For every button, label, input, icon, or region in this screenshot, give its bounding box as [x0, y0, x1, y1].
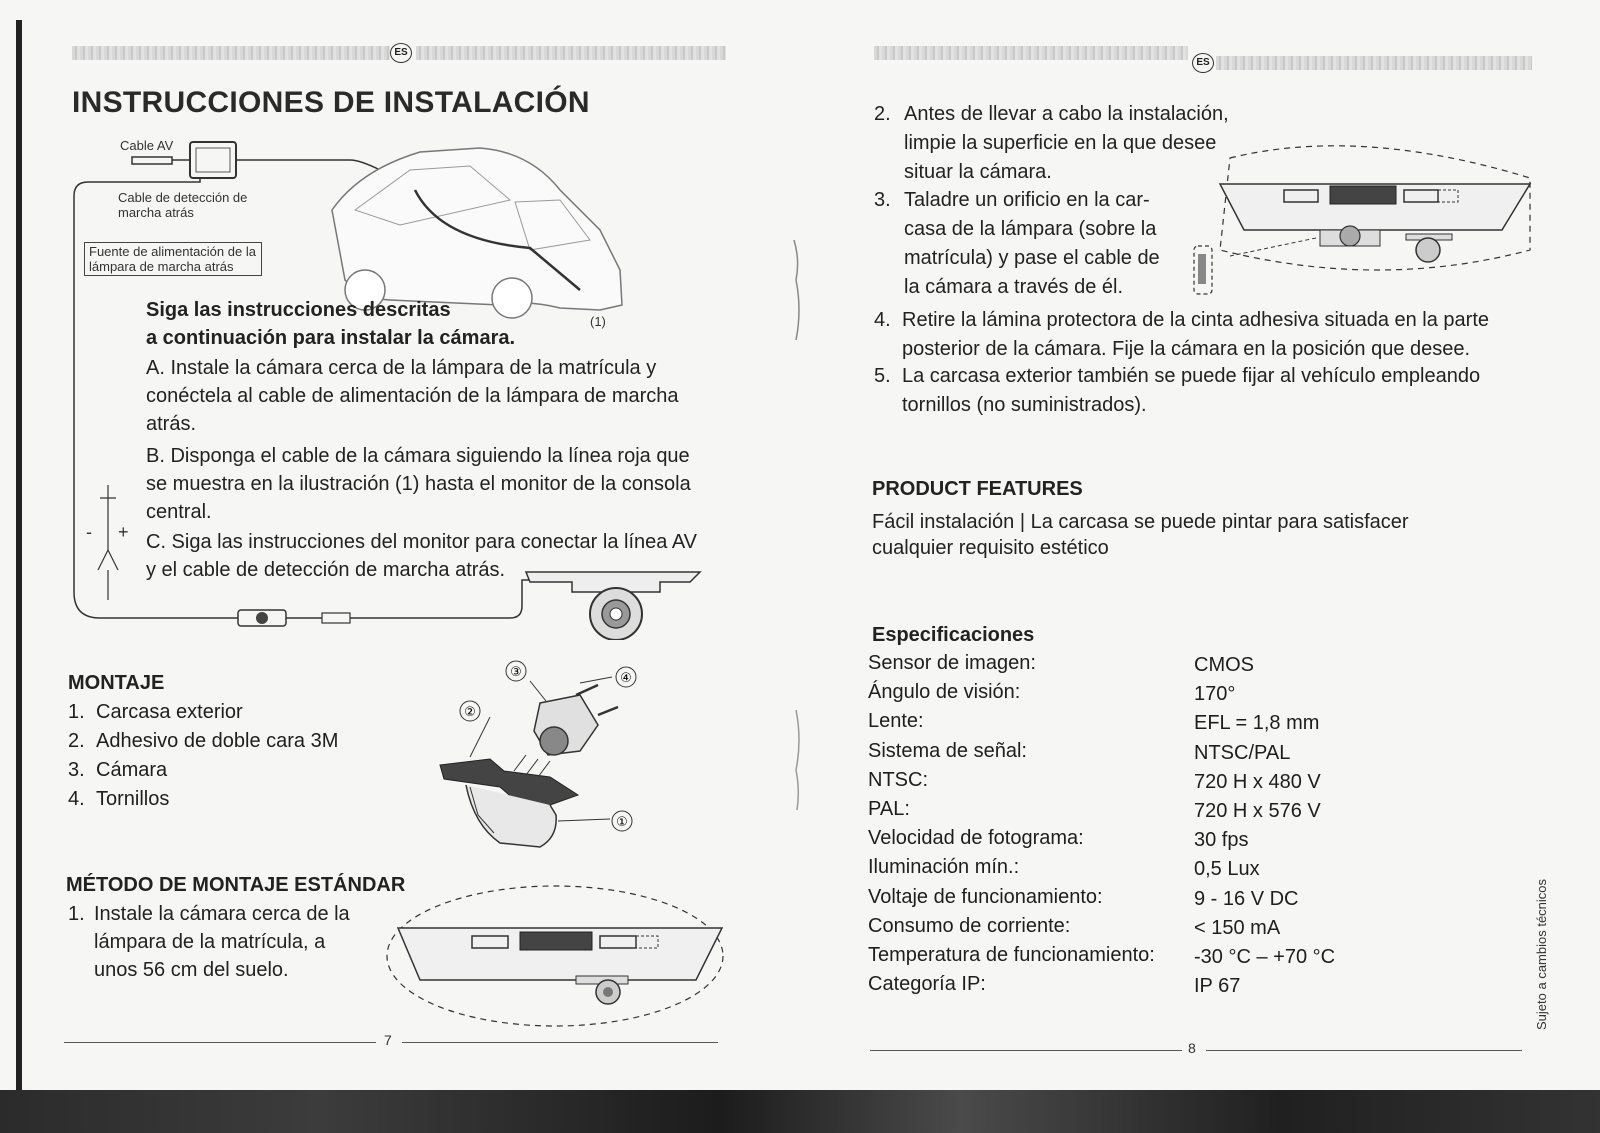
exploded-parts-diagram	[430, 655, 650, 855]
side-note: Sujeto a cambios técnicos	[1534, 878, 1549, 1030]
spec-value: 9 - 16 V DC	[1194, 888, 1299, 910]
page-title: INSTRUCCIONES DE INSTALACIÓN	[72, 86, 590, 119]
spec-label: Voltaje de funcionamiento:	[868, 886, 1103, 908]
step-5-line1: La carcasa exterior también se puede fijar al vehículo empleando	[902, 365, 1481, 387]
header-band-right	[874, 46, 1188, 60]
spec-label: Consumo de corriente:	[868, 915, 1071, 937]
spec-value: 30 fps	[1194, 829, 1249, 851]
step-2-line3: situar la cámara.	[904, 161, 1052, 183]
spec-value: < 150 mA	[1194, 917, 1281, 939]
list-item: 2. Adhesivo de doble cara 3M	[68, 730, 339, 752]
intro-heading-line1: Siga las instrucciones descritas	[146, 299, 451, 321]
step-3-line3: matrícula) y pase el cable de	[904, 247, 1160, 269]
list-item: 4. Tornillos	[68, 788, 170, 810]
language-badge-right: ES	[1192, 53, 1214, 73]
spec-label: Velocidad de fotograma:	[868, 827, 1084, 849]
page-number-left: 7	[384, 1032, 392, 1048]
step-3-num: 3.	[874, 189, 891, 211]
step-4-line1: Retire la lámina protectora de la cinta adhesiva situada en la parte	[902, 309, 1490, 331]
spec-value: EFL = 1,8 mm	[1194, 712, 1320, 734]
callout-2: ②	[464, 705, 476, 720]
spec-value: IP 67	[1194, 975, 1241, 997]
label-minus: -	[86, 522, 92, 542]
standard-heading: MÉTODO DE MONTAJE ESTÁNDAR	[66, 874, 406, 896]
spec-label: NTSC:	[868, 769, 928, 791]
spec-label: Ángulo de visión:	[868, 681, 1021, 703]
features-heading: PRODUCT FEATURES	[872, 478, 1083, 500]
plate-lamp-diagram	[380, 880, 730, 1030]
spec-value: 720 H x 480 V	[1194, 771, 1321, 793]
footer-rule-left-2	[402, 1042, 718, 1043]
step-c: C. Siga las instrucciones del monitor para conectar la línea AV y el cable de detección de marcha atrás.	[146, 531, 698, 581]
callout-1: ①	[616, 815, 628, 830]
montaje-list	[68, 698, 338, 814]
header-band-left	[72, 46, 390, 60]
spec-label: Lente:	[868, 710, 924, 732]
spec-label: PAL:	[868, 798, 910, 820]
spec-label: Temperatura de funcionamiento:	[868, 944, 1155, 966]
spec-label: Categoría IP:	[868, 973, 986, 995]
spec-value: -30 °C – +70 °C	[1194, 946, 1336, 968]
standard-step: Instale la cámara cerca de la lámpara de la matrícula, a unos 56 cm del suelo.	[94, 903, 350, 981]
specs-heading: Especificaciones	[872, 624, 1035, 646]
callout-4: ④	[620, 671, 632, 686]
intro-heading-line2: a continuación para instalar la cámara.	[146, 327, 516, 349]
step-a: A. Instale la cámara cerca de la lámpara de la matrícula y conéctela al cable de alimentación de la lámpara de marcha atrás.	[146, 357, 679, 435]
step-2-line2: limpie la superficie en la que desee	[904, 132, 1217, 154]
step-2-num: 2.	[874, 103, 891, 125]
label-reverse-cable: Cable de detección de marcha atrás	[118, 190, 248, 220]
features-line1: Fácil instalación | La carcasa se puede pintar para satisfacer	[872, 511, 1409, 533]
footer-rule-left	[64, 1042, 376, 1043]
header-band-right-2	[1216, 56, 1532, 70]
step-4-line2: posterior de la cámara. Fije la cámara en la posición que desee.	[902, 338, 1471, 360]
language-badge: ES	[390, 43, 412, 63]
label-power-source: Fuente de alimentación de la lámpara de marcha atrás	[84, 242, 262, 276]
footer-rule-right-2	[1206, 1050, 1522, 1051]
spec-label: Sistema de señal:	[868, 740, 1027, 762]
montaje-heading: MONTAJE	[68, 672, 165, 694]
step-5-num: 5.	[874, 365, 891, 387]
label-ref-1: (1)	[590, 314, 606, 329]
step-3-line4: la cámara a través de él.	[904, 276, 1123, 298]
footer-rule-right	[870, 1050, 1182, 1051]
step-4-num: 4.	[874, 309, 891, 331]
step-3-line1: Taladre un orificio en la car-	[904, 189, 1150, 211]
spec-label: Sensor de imagen:	[868, 652, 1036, 674]
step-b: B. Disponga el cable de la cámara siguiendo la línea roja que se muestra en la ilustración (1) hasta el monitor de la consola central.	[146, 445, 691, 523]
spec-value: CMOS	[1194, 654, 1254, 676]
label-cable-av: Cable AV	[120, 138, 174, 153]
list-item: 3. Cámara	[68, 759, 168, 781]
spec-value: 0,5 Lux	[1194, 858, 1260, 880]
callout-3: ③	[510, 665, 522, 680]
label-plus: +	[118, 522, 129, 542]
scan-bottom-edge	[0, 1090, 1600, 1133]
page-number-right: 8	[1188, 1040, 1196, 1056]
gutter-artifacts	[788, 240, 808, 820]
spec-value: 720 H x 576 V	[1194, 800, 1321, 822]
standard-step-num: 1.	[68, 903, 85, 925]
spec-value: NTSC/PAL	[1194, 742, 1291, 764]
spec-value: 170°	[1194, 683, 1236, 705]
features-line2: cualquier requisito estético	[872, 537, 1109, 559]
step-2-line1: Antes de llevar a cabo la instalación,	[904, 103, 1229, 125]
step-3-line2: casa de la lámpara (sobre la	[904, 218, 1157, 240]
binding-edge	[16, 20, 22, 1090]
spec-label: Iluminación mín.:	[868, 856, 1020, 878]
drilling-diagram	[1180, 130, 1540, 310]
header-band-left-2	[416, 46, 726, 60]
list-item: 1. Carcasa exterior	[68, 701, 243, 723]
step-5-line2: tornillos (no suministrados).	[902, 394, 1147, 416]
